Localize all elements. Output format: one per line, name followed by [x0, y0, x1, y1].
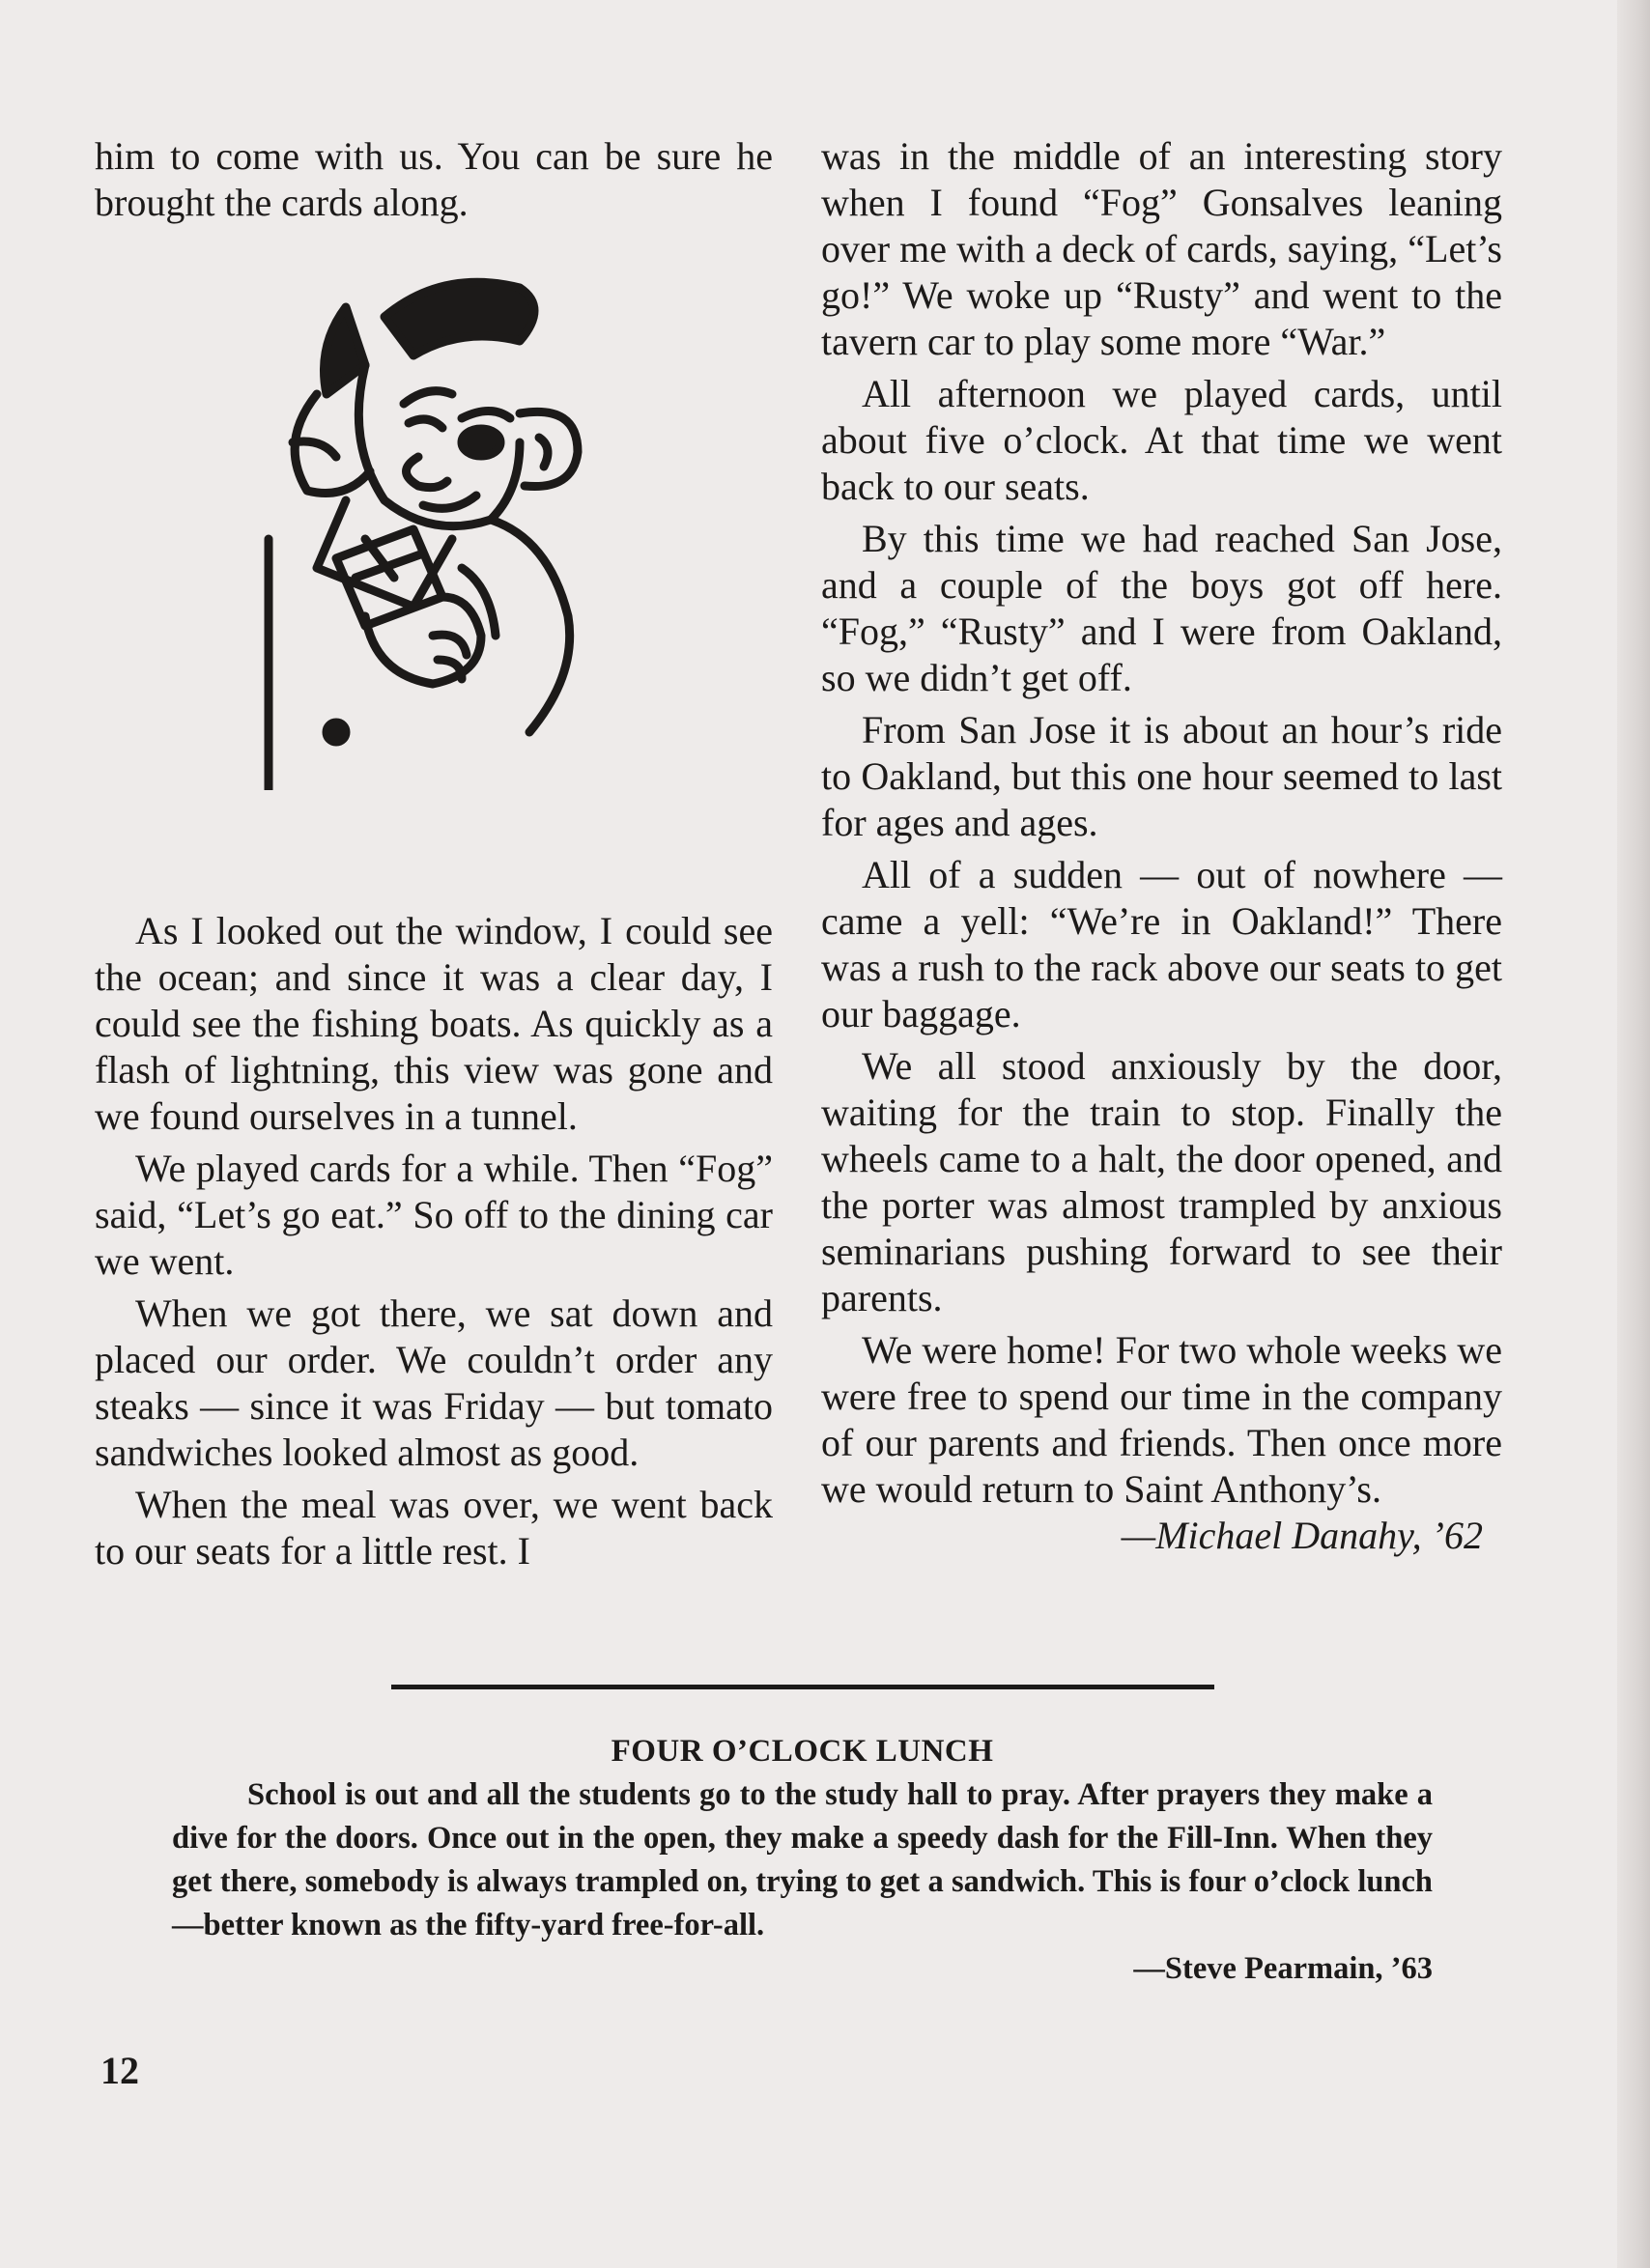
lunch-byline: —Steve Pearmain, ’63 [1133, 1951, 1433, 1986]
section-divider [391, 1685, 1214, 1689]
left-paragraph: We played cards for a while. Then “Fog” said, “Let’s go eat.” So off to the dining car we went. [95, 1147, 773, 1283]
lunch-piece [172, 1729, 1433, 1991]
cartoon-boy-holding-cards-icon [201, 249, 665, 790]
right-paragraph: was in the middle of an interesting story when I found “Fog” Gonsalves leaning over me with a deck of cards, saying, “Let’s go!” We woke up “Rusty” and went to the tavern car to play some more “War.” [821, 134, 1502, 363]
right-paragraph: From San Jose it is about an hour’s ride to Oakland, but this one hour seemed to last for ages and ages. [821, 708, 1502, 844]
right-paragraph: By this time we had reached San Jose, and a couple of the boys got off here. “Fog,” “Rusty” and I were from Oakland, so we didn’t get off. [821, 517, 1502, 699]
page-edge [1617, 0, 1650, 2268]
right-paragraph: We all stood anxiously by the door, waiting for the train to stop. Finally the wheels came to a halt, the door opened, and the porter was almost trampled by anxious seminarians pushing forward to see their parents. [821, 1044, 1502, 1319]
lunch-title: FOUR O’CLOCK LUNCH [611, 1734, 994, 1769]
right-paragraph: All of a sudden — out of nowhere — came a yell: “We’re in Oakland!” There was a rush to the rack above our seats to get our baggage. [821, 853, 1502, 1035]
left-paragraph: As I looked out the window, I could see the ocean; and since it was a clear day, I could see the fishing boats. As quickly as a flash of lightning, this view was gone and we found ourselves in a tunnel. [95, 909, 773, 1138]
left-paragraph: him to come with us. You can be sure he brought the cards along. [95, 134, 773, 224]
illustration [95, 226, 773, 902]
right-paragraph: We were home! For two whole weeks we were free to spend our time in the company of our parents and friends. Then once more we would return to Saint Anthony’s. [821, 1328, 1502, 1511]
left-paragraph: When we got there, we sat down and placed our order. We couldn’t order any steaks — since it was Friday — but tomato sandwiches looked almost as good. [95, 1291, 773, 1474]
left-column [95, 133, 773, 1574]
right-column [821, 133, 1502, 1559]
left-paragraph: When the meal was over, we went back to our seats for a little rest. I [95, 1483, 773, 1573]
lunch-body: School is out and all the students go to the study hall to pray. After prayers they make a dive for the doors. Once out in the open, they make a speedy dash for the Fill-Inn. When they get there, somebody is always trampled on, trying to get a sandwich. This is four o’clock lunch—better known as the fifty-yard free-for-all. [172, 1777, 1433, 1942]
story-byline: —Michael Danahy, ’62 [1121, 1514, 1483, 1557]
page-number: 12 [100, 2049, 139, 2092]
right-paragraph: All afternoon we played cards, until about five o’clock. At that time we went back to our seats. [821, 372, 1502, 508]
